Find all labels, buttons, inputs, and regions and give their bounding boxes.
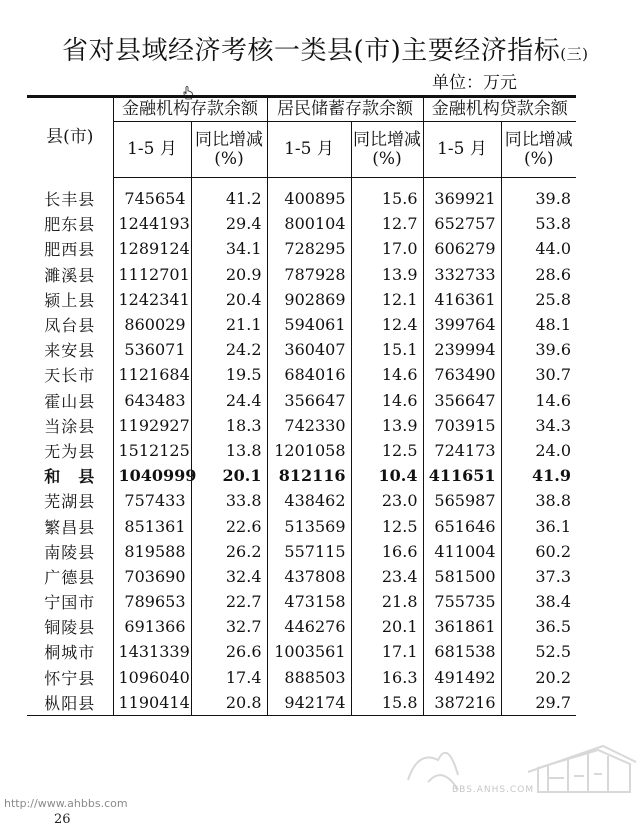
table-row — [27, 463, 576, 488]
savings-value-cell: 356647 — [267, 388, 351, 413]
loan-value-cell: 369921 — [423, 178, 501, 212]
deposit-value-cell: 1190414 — [113, 690, 191, 716]
table-row — [27, 211, 576, 236]
loan-yoy-cell: 44.0 — [501, 236, 576, 261]
savings-value-cell: 437808 — [267, 564, 351, 589]
unit-label: 单位：万元 — [432, 73, 517, 93]
table-row — [27, 665, 576, 690]
deposit-value-cell: 1192927 — [118, 415, 190, 435]
watermark-site-text: BBS.ANHS.COM — [452, 785, 535, 795]
savings-balance-header: 居民储蓄存款余额 — [267, 97, 423, 122]
deposit-value-cell: 860029 — [124, 315, 186, 335]
loan-yoy-cell: 34.3 — [501, 413, 576, 438]
savings-yoy-cell: 12.5 — [351, 513, 423, 538]
loan-value-cell: 411651 — [423, 463, 501, 488]
table-row — [27, 413, 576, 438]
loan-yoy-header: 同比增减(%) — [501, 122, 576, 178]
deposit-value-cell: 745654 — [124, 189, 186, 209]
deposit-value-cell: 536071 — [124, 340, 186, 360]
deposit-value-cell: 819588 — [124, 541, 186, 561]
loan-yoy-cell: 39.6 — [501, 337, 576, 362]
deposit-yoy-cell: 24.4 — [191, 388, 267, 413]
page-number: 26 — [54, 812, 71, 827]
county-column-header: 县(市) — [27, 97, 113, 178]
loan-yoy-cell: 38.4 — [501, 589, 576, 614]
savings-yoy-cell: 14.6 — [351, 362, 423, 387]
savings-value-cell: 438462 — [267, 488, 351, 513]
loan-value-cell: 581500 — [423, 564, 501, 589]
deposit-yoy-cell: 32.7 — [191, 614, 267, 639]
savings-yoy-cell: 12.7 — [351, 211, 423, 236]
loan-value-cell: 724173 — [423, 438, 501, 463]
loan-yoy-cell: 60.2 — [501, 539, 576, 564]
page-title — [62, 30, 589, 67]
county-name-cell: 当涂县 — [27, 413, 113, 438]
table-row — [27, 236, 576, 261]
county-name-cell: 凤台县 — [27, 312, 113, 337]
county-name-cell: 怀宁县 — [27, 665, 113, 690]
savings-value-cell: 902869 — [267, 287, 351, 312]
loan-value-cell: 606279 — [423, 236, 501, 261]
table-row — [27, 312, 576, 337]
title-suffix: (三) — [560, 45, 589, 63]
deposit-yoy-cell: 24.2 — [191, 337, 267, 362]
savings-yoy-cell: 12.5 — [351, 438, 423, 463]
county-name-cell: 肥西县 — [27, 236, 113, 261]
loan-value-cell: 755735 — [423, 589, 501, 614]
savings-yoy-header: 同比增减(%) — [351, 122, 423, 178]
loan-value-cell: 703915 — [423, 413, 501, 438]
savings-yoy-cell: 12.1 — [351, 287, 423, 312]
loan-yoy-cell: 24.0 — [501, 438, 576, 463]
savings-yoy-cell: 23.4 — [351, 564, 423, 589]
savings-value-cell: 360407 — [267, 337, 351, 362]
county-name-cell: 广德县 — [27, 564, 113, 589]
county-name-cell: 桐城市 — [27, 639, 113, 664]
loan-value-cell: 332733 — [423, 262, 501, 287]
loan-value-cell: 491492 — [423, 665, 501, 690]
county-name-cell: 无为县 — [27, 438, 113, 463]
savings-yoy-cell: 21.8 — [351, 589, 423, 614]
deposit-yoy-cell: 22.6 — [191, 513, 267, 538]
table-row — [27, 614, 576, 639]
loan-yoy-cell: 25.8 — [501, 287, 576, 312]
county-name-cell: 肥东县 — [27, 211, 113, 236]
deposit-yoy-cell: 18.3 — [191, 413, 267, 438]
title-text: 省对县域经济考核一类县(市)主要经济指标 — [62, 36, 561, 66]
county-name-cell: 南陵县 — [27, 539, 113, 564]
savings-yoy-cell: 14.6 — [351, 388, 423, 413]
savings-value-cell: 800104 — [267, 211, 351, 236]
savings-value-cell: 1201058 — [267, 438, 351, 463]
deposit-value-cell: 1096040 — [118, 667, 190, 687]
county-name-cell: 濉溪县 — [27, 262, 113, 287]
table-row — [27, 262, 576, 287]
loan-yoy-cell: 14.6 — [501, 388, 576, 413]
table-row — [27, 539, 576, 564]
economic-indicators-table — [27, 95, 576, 716]
table-row — [27, 388, 576, 413]
loan-yoy-cell: 48.1 — [501, 312, 576, 337]
table-row — [27, 488, 576, 513]
loan-value-cell: 387216 — [423, 690, 501, 716]
watermark-logo — [398, 720, 638, 810]
savings-yoy-cell: 12.4 — [351, 312, 423, 337]
table-row — [27, 589, 576, 614]
savings-yoy-cell: 15.8 — [351, 690, 423, 716]
savings-value-cell: 684016 — [267, 362, 351, 387]
deposit-yoy-cell: 34.1 — [191, 236, 267, 261]
savings-value-cell: 787928 — [267, 262, 351, 287]
watermark-url-text: http://www.ahbbs.com — [4, 797, 128, 810]
savings-yoy-cell: 13.9 — [351, 413, 423, 438]
savings-yoy-cell: 15.6 — [351, 178, 423, 212]
savings-value-cell: 942174 — [267, 690, 351, 716]
county-name-cell: 颍上县 — [27, 287, 113, 312]
savings-yoy-cell: 13.9 — [351, 262, 423, 287]
loan-value-cell: 681538 — [423, 639, 501, 664]
deposit-value-cell: 643483 — [124, 390, 186, 410]
loan-yoy-cell: 39.8 — [501, 178, 576, 212]
loan-yoy-cell: 36.5 — [501, 614, 576, 639]
savings-value-cell: 400895 — [267, 178, 351, 212]
county-name-cell: 铜陵县 — [27, 614, 113, 639]
loan-yoy-cell: 30.7 — [501, 362, 576, 387]
deposit-value-cell: 1242341 — [118, 289, 190, 309]
savings-yoy-cell: 20.1 — [351, 614, 423, 639]
savings-value-cell: 812116 — [267, 463, 351, 488]
savings-value-cell: 728295 — [267, 236, 351, 261]
table-row — [27, 513, 576, 538]
savings-period-header: 1-5 月 — [267, 122, 351, 178]
deposit-value-cell: 691366 — [124, 617, 186, 637]
deposit-period-header: 1-5 月 — [113, 122, 191, 178]
savings-yoy-cell: 17.1 — [351, 639, 423, 664]
savings-yoy-cell: 16.6 — [351, 539, 423, 564]
loan-period-header: 1-5 月 — [423, 122, 501, 178]
savings-value-cell: 557115 — [267, 539, 351, 564]
loan-value-cell: 411004 — [423, 539, 501, 564]
deposit-yoy-cell: 19.5 — [191, 362, 267, 387]
loan-value-cell: 565987 — [423, 488, 501, 513]
deposit-balance-header: 金融机构存款余额 — [113, 97, 267, 122]
savings-value-cell: 473158 — [267, 589, 351, 614]
loan-value-cell: 651646 — [423, 513, 501, 538]
table-row — [27, 362, 576, 387]
loan-value-cell: 399764 — [423, 312, 501, 337]
deposit-value-cell: 1289124 — [118, 239, 190, 259]
county-name-cell: 长丰县 — [27, 178, 113, 212]
loan-yoy-cell: 20.2 — [501, 665, 576, 690]
loan-value-cell: 361861 — [423, 614, 501, 639]
deposit-yoy-header: 同比增减(%) — [191, 122, 267, 178]
deposit-yoy-cell: 20.1 — [191, 463, 267, 488]
loan-value-cell: 416361 — [423, 287, 501, 312]
deposit-value-cell: 851361 — [124, 516, 186, 536]
deposit-yoy-cell: 17.4 — [191, 665, 267, 690]
loan-yoy-cell: 29.7 — [501, 690, 576, 716]
loan-yoy-cell: 38.8 — [501, 488, 576, 513]
county-name-cell: 霍山县 — [27, 388, 113, 413]
savings-value-cell: 1003561 — [267, 639, 351, 664]
deposit-value-cell: 1244193 — [118, 214, 190, 234]
savings-yoy-cell: 15.1 — [351, 337, 423, 362]
table-row — [27, 287, 576, 312]
loan-value-cell: 239994 — [423, 337, 501, 362]
county-name-cell: 和 县 — [27, 463, 113, 488]
deposit-value-cell: 789653 — [124, 592, 186, 612]
deposit-yoy-cell: 20.4 — [191, 287, 267, 312]
deposit-value-cell: 1512125 — [118, 440, 190, 460]
table-row — [27, 438, 576, 463]
deposit-yoy-cell: 21.1 — [191, 312, 267, 337]
deposit-yoy-cell: 29.4 — [191, 211, 267, 236]
table-row — [27, 178, 576, 212]
savings-value-cell: 742330 — [267, 413, 351, 438]
deposit-value-cell: 1431339 — [118, 642, 190, 662]
savings-yoy-cell: 17.0 — [351, 236, 423, 261]
loan-value-cell: 652757 — [423, 211, 501, 236]
deposit-value-cell: 703690 — [124, 566, 186, 586]
county-name-cell: 繁昌县 — [27, 513, 113, 538]
table-body — [27, 178, 576, 716]
county-name-cell: 来安县 — [27, 337, 113, 362]
savings-yoy-cell: 10.4 — [351, 463, 423, 488]
savings-value-cell: 888503 — [267, 665, 351, 690]
loan-yoy-cell: 52.5 — [501, 639, 576, 664]
loan-yoy-cell: 28.6 — [501, 262, 576, 287]
county-name-cell: 芜湖县 — [27, 488, 113, 513]
deposit-yoy-cell: 13.8 — [191, 438, 267, 463]
loan-yoy-cell: 41.9 — [501, 463, 576, 488]
table-row — [27, 564, 576, 589]
savings-yoy-cell: 23.0 — [351, 488, 423, 513]
deposit-value-cell: 1112701 — [118, 264, 190, 284]
deposit-yoy-cell: 26.2 — [191, 539, 267, 564]
savings-value-cell: 446276 — [267, 614, 351, 639]
county-name-cell: 宁国市 — [27, 589, 113, 614]
loan-yoy-cell: 53.8 — [501, 211, 576, 236]
county-name-cell: 天长市 — [27, 362, 113, 387]
deposit-yoy-cell: 22.7 — [191, 589, 267, 614]
deposit-yoy-cell: 20.9 — [191, 262, 267, 287]
savings-value-cell: 513569 — [267, 513, 351, 538]
loan-value-cell: 763490 — [423, 362, 501, 387]
table-row — [27, 639, 576, 664]
deposit-yoy-cell: 41.2 — [191, 178, 267, 212]
savings-value-cell: 594061 — [267, 312, 351, 337]
table-row — [27, 337, 576, 362]
deposit-yoy-cell: 32.4 — [191, 564, 267, 589]
deposit-value-cell: 1040999 — [118, 466, 197, 486]
loan-yoy-cell: 36.1 — [501, 513, 576, 538]
deposit-yoy-cell: 33.8 — [191, 488, 267, 513]
deposit-value-cell: 1121684 — [118, 365, 190, 385]
deposit-yoy-cell: 26.6 — [191, 639, 267, 664]
loan-value-cell: 356647 — [423, 388, 501, 413]
savings-yoy-cell: 16.3 — [351, 665, 423, 690]
deposit-yoy-cell: 20.8 — [191, 690, 267, 716]
loan-yoy-cell: 37.3 — [501, 564, 576, 589]
table-row — [27, 690, 576, 716]
county-name-cell: 枞阳县 — [27, 690, 113, 716]
deposit-value-cell: 757433 — [124, 491, 186, 511]
loan-balance-header: 金融机构贷款余额 — [423, 97, 576, 122]
